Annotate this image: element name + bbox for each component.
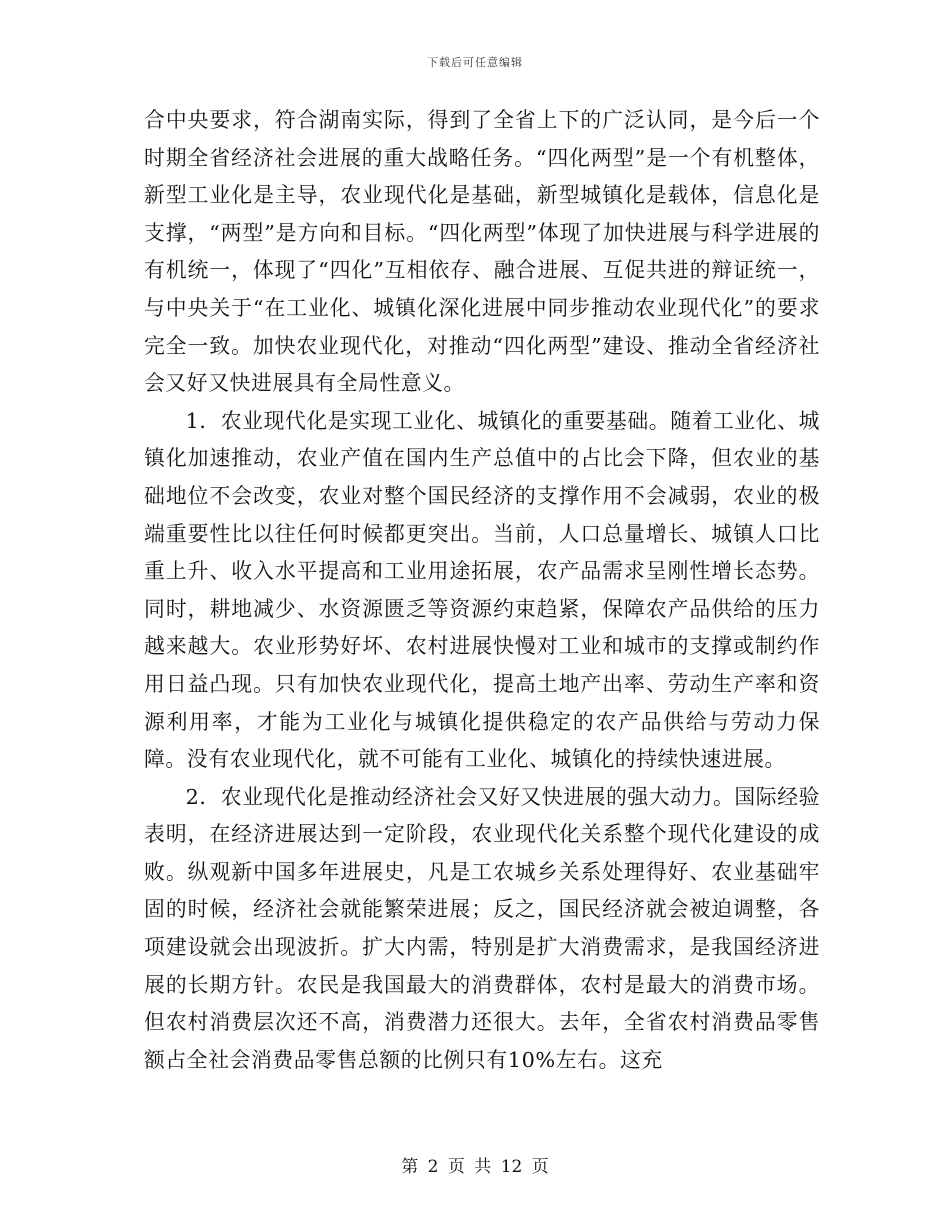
page-header: 下载后可任意编辑 bbox=[427, 56, 523, 69]
body-text bbox=[144, 102, 820, 1079]
paragraph-point-1: 1．农业现代化是实现工业化、城镇化的重要基础。随着工业化、城镇化加速推动，农业产值在国内生产总值中的占比会下降，但农业的基础地位不会改变，农业对整个国民经济的支撑作用不会减弱，农业的极端重要性比以往任何时候都更突出。当前，人口总量增长、城镇人口比重上升、收入水平提高和工业用途拓展，农产品需求呈刚性增长态势。同时，耕地减少、水资源匮乏等资源约束趋紧，保障农产品供给的压力越来越大。农业形势好坏、农村进展快慢对工业和城市的支撑或制约作用日益凸现。只有加快农业现代化，提高土地产出率、劳动生产率和资源利用率，才能为工业化与城镇化提供稳定的农产品供给与劳动力保障。没有农业现代化，就不可能有工业化、城镇化的持续快速进展。 bbox=[144, 408, 820, 772]
paragraph-point-2: 2．农业现代化是推动经济社会又好又快进展的强大动力。国际经验表明，在经济进展达到一定阶段，农业现代化关系整个现代化建设的成败。纵观新中国多年进展史，凡是工农城乡关系处理得好、农业基础牢固的时候，经济社会就能繁荣进展；反之，国民经济就会被迫调整，各项建设就会出现波折。扩大内需，特别是扩大消费需求，是我国经济进展的长期方针。农民是我国最大的消费群体，农村是最大的消费市场。但农村消费层次还不高，消费潜力还很大。去年，全省农村消费品零售额占全社会消费品零售总额的比例只有10%左右。这充 bbox=[144, 784, 820, 1072]
page-footer: 第 2 页 共 12 页 bbox=[401, 1157, 549, 1177]
paragraph-continuation: 合中央要求，符合湖南实际，得到了全省上下的广泛认同，是今后一个时期全省经济社会进展的重大战略任务。“四化两型”是一个有机整体，新型工业化是主导，农业现代化是基础，新型城镇化是载体，信息化是支撑，“两型”是方向和目标。“四化两型”体现了加快进展与科学进展的有机统一，体现了“四化”互相依存、融合进展、互促共进的辩证统一，与中央关于“在工业化、城镇化深化进展中同步推动农业现代化”的要求完全一致。加快农业现代化，对推动“四化两型”建设、推动全省经济社会又好又快进展具有全局性意义。 bbox=[144, 108, 820, 396]
